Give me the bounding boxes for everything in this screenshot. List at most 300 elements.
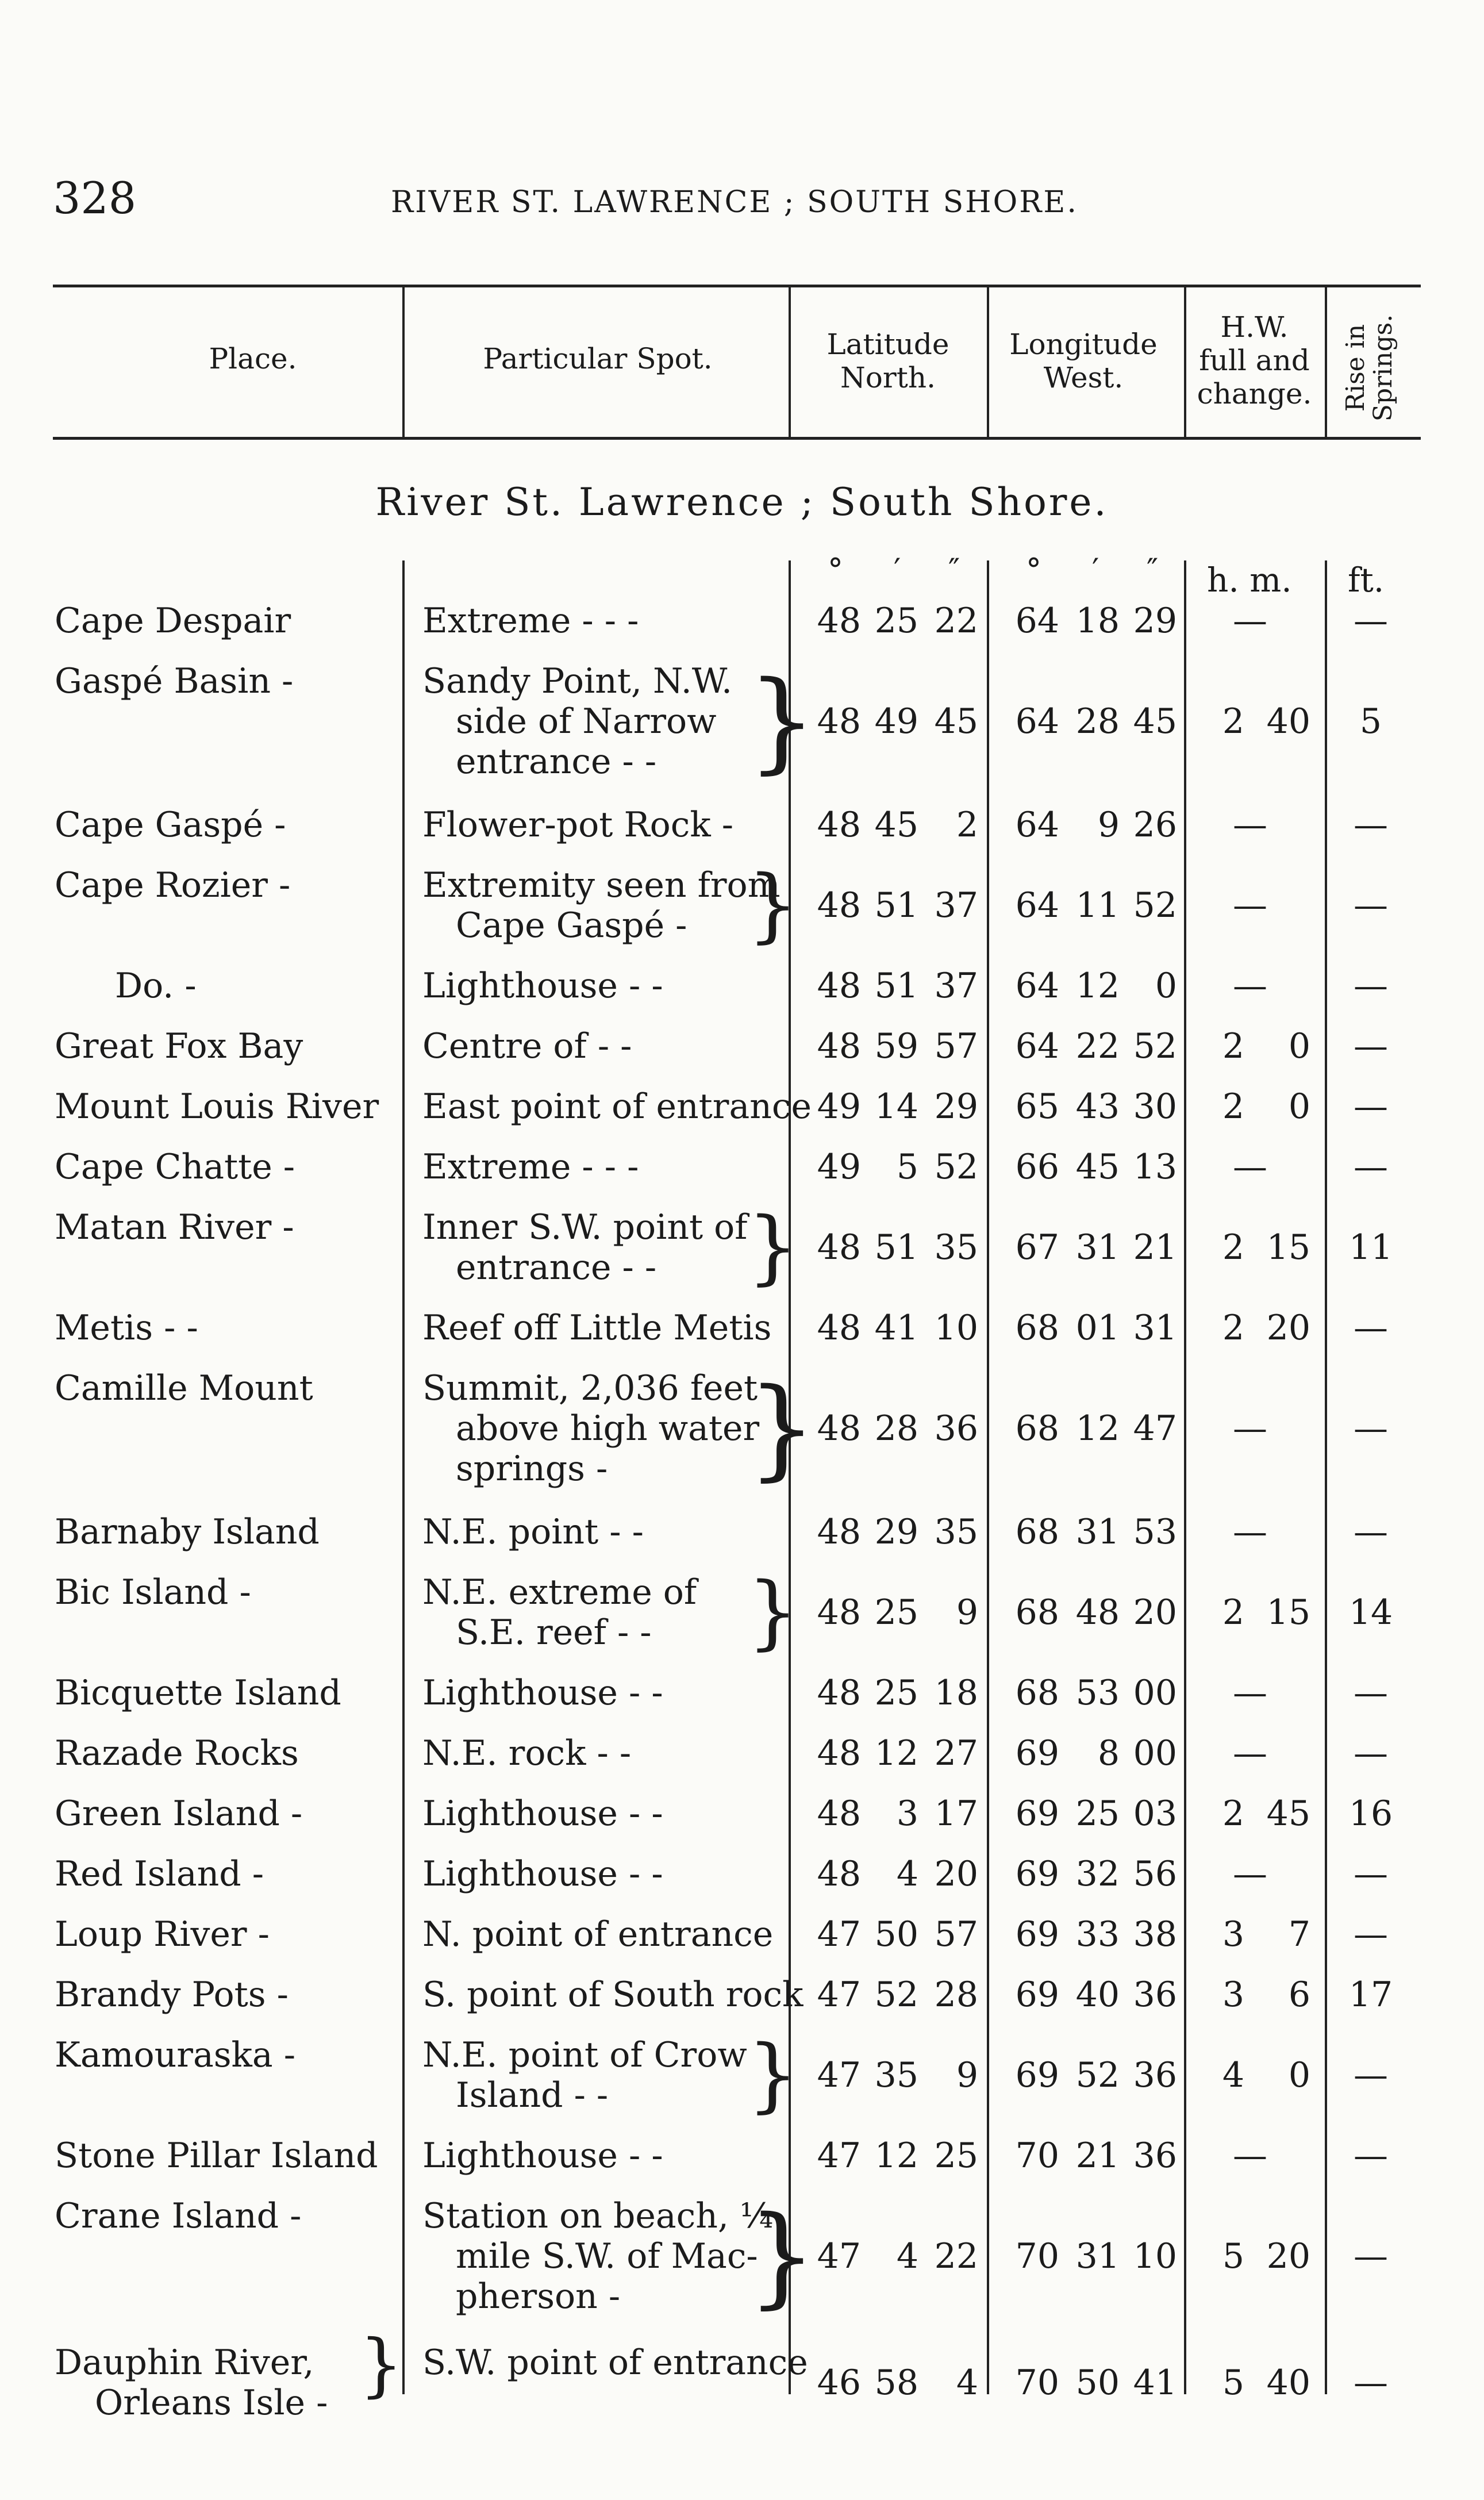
particular-spot [422, 1673, 790, 1713]
spot-line: Reef off Little Metis [422, 1308, 772, 1348]
hw-minutes: 6 [1288, 1975, 1310, 2015]
spot-line: S.W. point of entrance [422, 2342, 808, 2383]
spot-line: S. point of South rock [422, 1975, 803, 2015]
rise-in-springs: — [1354, 601, 1388, 641]
latitude-minutes: 29 [874, 1512, 918, 1552]
longitude-degrees: 64 [1015, 601, 1059, 641]
latitude-degrees: 47 [817, 2136, 861, 2176]
latitude-degrees: 49 [817, 1086, 861, 1127]
rise-in-springs: 14 [1348, 1592, 1393, 1633]
latitude-degrees: 47 [817, 1914, 861, 1954]
latitude-seconds: 18 [934, 1673, 978, 1713]
latitude-seconds: 10 [934, 1308, 978, 1348]
place-name [55, 1794, 376, 1834]
latitude-seconds: 28 [934, 1975, 978, 2015]
latitude-degrees: 48 [817, 1733, 861, 1773]
spot-brace: } [747, 1200, 799, 1294]
place-name [55, 2035, 376, 2075]
longitude-degrees: 64 [1015, 885, 1059, 926]
place-line: Cape Gaspé - [55, 805, 286, 845]
hw-minutes: 0 [1288, 1086, 1310, 1127]
place-name [55, 2342, 376, 2423]
latitude-seconds: 36 [934, 1408, 978, 1449]
body-rule-5 [1325, 560, 1327, 2394]
body-rule-1 [402, 560, 405, 2394]
longitude-degrees: 68 [1015, 1592, 1059, 1633]
longitude-minutes: 31 [1075, 1512, 1120, 1552]
spot-line: Extremity seen from [422, 865, 781, 905]
longitude-seconds: 53 [1133, 1512, 1177, 1552]
latitude-degrees: 48 [817, 701, 861, 742]
spot-line: Lighthouse - - [422, 966, 663, 1006]
hw-hours: 5 [1222, 2236, 1244, 2276]
spot-line: entrance - - [456, 1247, 657, 1288]
column-head-rise [1342, 302, 1400, 434]
longitude-seconds: 45 [1133, 701, 1177, 742]
place-name [55, 865, 376, 905]
latitude-minutes: 58 [874, 2363, 918, 2403]
hw-minutes: 40 [1266, 2363, 1310, 2403]
particular-spot [422, 1086, 812, 1127]
particular-spot [422, 661, 790, 782]
longitude-seconds: 10 [1133, 2236, 1177, 2276]
rise-in-springs: 16 [1348, 1794, 1393, 1834]
longitude-degrees: 68 [1015, 1512, 1059, 1552]
place-line: Stone Pillar Island [55, 2136, 378, 2176]
hw-hours: 5 [1222, 2363, 1244, 2403]
spot-line: Summit, 2,036 feet [422, 1368, 758, 1408]
latitude-minutes: 12 [874, 1733, 918, 1773]
longitude-minutes: 22 [1075, 1026, 1120, 1066]
longitude-seconds: 03 [1133, 1794, 1177, 1834]
latitude-degrees: 47 [817, 2236, 861, 2276]
latitude-seconds: 2 [956, 805, 978, 845]
latitude-minutes: 25 [874, 601, 918, 641]
longitude-degrees: 69 [1015, 1914, 1059, 1954]
latitude-minutes: 4 [896, 2236, 918, 2276]
place-line: Dauphin River, [55, 2342, 314, 2383]
longitude-degrees: 69 [1015, 2055, 1059, 2095]
particular-spot [422, 2035, 790, 2115]
rise-in-springs: — [1354, 2136, 1388, 2176]
latitude-seconds: 45 [934, 701, 978, 742]
body-rule-3 [987, 560, 989, 2394]
spot-line: Lighthouse - - [422, 1854, 663, 1894]
place-line: Razade Rocks [55, 1733, 299, 1773]
latitude-seconds: 35 [934, 1512, 978, 1552]
spot-line: pherson - [456, 2276, 621, 2317]
longitude-degrees: 68 [1015, 1308, 1059, 1348]
particular-spot [422, 1512, 790, 1552]
latitude-head-line-1: Latitude [826, 328, 949, 361]
longitude-degrees: 70 [1015, 2363, 1059, 2403]
longitude-head-line-2: West. [1043, 361, 1124, 394]
page-number: 328 [53, 172, 137, 224]
hw-dash: — [1233, 966, 1267, 1006]
hw-dash: — [1233, 805, 1267, 845]
place-brace: } [359, 2325, 403, 2405]
latitude-seconds: 4 [956, 2363, 978, 2403]
rise-in-springs: — [1354, 1308, 1388, 1348]
header-rule-2 [789, 287, 791, 438]
latitude-seconds: 27 [934, 1733, 978, 1773]
latitude-minutes: 50 [874, 1914, 918, 1954]
latitude-seconds: 22 [934, 601, 978, 641]
hw-hours: 2 [1222, 1308, 1244, 1348]
longitude-seconds: 21 [1133, 1227, 1177, 1268]
rise-in-springs: — [1354, 805, 1388, 845]
rise-head-line-1: Rise in [1341, 324, 1370, 412]
latitude-degrees: 47 [817, 2055, 861, 2095]
latitude-minutes: 12 [874, 2136, 918, 2176]
header-rule-5 [1325, 287, 1327, 438]
rise-head-line-2: Springs. [1368, 314, 1398, 422]
rise-in-springs: — [1354, 2363, 1388, 2403]
latitude-minutes: 28 [874, 1408, 918, 1449]
latitude-minutes: 4 [896, 1854, 918, 1894]
rise-in-springs: 5 [1359, 701, 1382, 742]
spot-line: N.E. rock - - [422, 1733, 632, 1773]
spot-brace: } [747, 1365, 817, 1492]
place-line: Mount Louis River [55, 1086, 379, 1127]
longitude-seconds: 00 [1133, 1673, 1177, 1713]
latitude-minutes: 14 [874, 1086, 918, 1127]
longitude-minutes: 12 [1075, 1408, 1120, 1449]
particular-spot [422, 865, 790, 946]
particular-spot [422, 1854, 790, 1894]
rise-in-springs: — [1354, 1914, 1388, 1954]
unit-rise: ft. [1348, 560, 1385, 600]
running-head: RIVER ST. LAWRENCE ; SOUTH SHORE. [391, 185, 1078, 220]
latitude-degrees: 48 [817, 1227, 861, 1268]
rise-in-springs: — [1354, 1408, 1388, 1449]
place-line: Loup River - [55, 1914, 270, 1954]
latitude-degrees: 48 [817, 1408, 861, 1449]
unit-lon-seconds: ″ [1147, 552, 1159, 588]
latitude-seconds: 9 [956, 1592, 978, 1633]
hw-minutes: 40 [1266, 701, 1310, 742]
latitude-degrees: 48 [817, 1673, 861, 1713]
longitude-degrees: 68 [1015, 1673, 1059, 1713]
particular-spot [422, 966, 790, 1006]
hw-hours: 2 [1222, 1794, 1244, 1834]
longitude-degrees: 69 [1015, 1975, 1059, 2015]
longitude-minutes: 31 [1075, 2236, 1120, 2276]
place-name [55, 1207, 376, 1247]
latitude-degrees: 49 [817, 1147, 861, 1187]
place-name [55, 1026, 376, 1066]
place-name [55, 1975, 376, 2015]
rise-in-springs: — [1354, 1733, 1388, 1773]
longitude-minutes: 18 [1075, 601, 1120, 641]
unit-lon-minutes: ′ [1092, 552, 1099, 588]
spot-line: mile S.W. of Mac- [456, 2236, 758, 2276]
place-name [55, 1308, 376, 1348]
longitude-minutes: 21 [1075, 2136, 1120, 2176]
hw-hours: 2 [1222, 1592, 1244, 1633]
column-head-hw [1181, 310, 1328, 410]
latitude-degrees: 48 [817, 601, 861, 641]
longitude-minutes: 52 [1075, 2055, 1120, 2095]
longitude-minutes: 53 [1075, 1673, 1120, 1713]
latitude-seconds: 20 [934, 1854, 978, 1894]
hw-minutes: 0 [1288, 1026, 1310, 1066]
column-head-latitude [790, 328, 986, 394]
particular-spot [422, 805, 790, 845]
place-line: Bicquette Island [55, 1673, 341, 1713]
place-line: Bic Island - [55, 1572, 251, 1612]
particular-spot [422, 2196, 790, 2317]
longitude-minutes: 25 [1075, 1794, 1120, 1834]
latitude-seconds: 57 [934, 1914, 978, 1954]
longitude-seconds: 30 [1133, 1086, 1177, 1127]
place-line: Barnaby Island [55, 1512, 320, 1552]
spot-brace: } [747, 858, 799, 952]
longitude-seconds: 36 [1133, 2136, 1177, 2176]
longitude-degrees: 69 [1015, 1733, 1059, 1773]
spot-line: Lighthouse - - [422, 1673, 663, 1713]
spot-line: S.E. reef - - [456, 1612, 652, 1653]
longitude-degrees: 66 [1015, 1147, 1059, 1187]
longitude-degrees: 70 [1015, 2136, 1059, 2176]
section-title: River St. Lawrence ; South Shore. [375, 480, 1109, 524]
hw-minutes: 7 [1288, 1914, 1310, 1954]
hw-head-line-2: full and [1199, 344, 1310, 377]
table-header-rule [53, 437, 1421, 440]
longitude-degrees: 64 [1015, 966, 1059, 1006]
rise-in-springs: — [1354, 885, 1388, 926]
hw-dash: — [1233, 1512, 1267, 1552]
spot-brace: } [747, 658, 817, 785]
spot-line: Station on beach, ¼ [422, 2196, 774, 2236]
spot-line: Cape Gaspé - [456, 905, 687, 946]
place-line: Crane Island - [55, 2196, 302, 2236]
hw-dash: — [1233, 1147, 1267, 1187]
body-rule-4 [1184, 560, 1186, 2394]
latitude-seconds: 17 [934, 1794, 978, 1834]
spot-line: Centre of - - [422, 1026, 632, 1066]
latitude-minutes: 41 [874, 1308, 918, 1348]
table-top-rule [53, 285, 1421, 287]
particular-spot [422, 1975, 803, 2015]
rise-in-springs: — [1354, 1512, 1388, 1552]
particular-spot [422, 1914, 790, 1954]
longitude-degrees: 64 [1015, 805, 1059, 845]
latitude-minutes: 35 [874, 2055, 918, 2095]
rise-in-springs: — [1354, 2236, 1388, 2276]
place-name [55, 805, 376, 845]
latitude-degrees: 47 [817, 1975, 861, 2015]
particular-spot [422, 1147, 790, 1187]
particular-spot [422, 1207, 790, 1288]
header-rule-4 [1184, 287, 1186, 438]
longitude-minutes: 8 [1097, 1733, 1120, 1773]
place-name [55, 1086, 379, 1127]
hw-dash: — [1233, 2136, 1267, 2176]
latitude-minutes: 51 [874, 1227, 918, 1268]
longitude-minutes: 43 [1075, 1086, 1120, 1127]
hw-hours: 2 [1222, 1086, 1244, 1127]
place-name [55, 1572, 376, 1612]
particular-spot [422, 1794, 790, 1834]
longitude-degrees: 67 [1015, 1227, 1059, 1268]
hw-minutes: 15 [1266, 1227, 1310, 1268]
longitude-minutes: 48 [1075, 1592, 1120, 1633]
latitude-seconds: 37 [934, 966, 978, 1006]
place-line: Gaspé Basin - [55, 661, 294, 701]
place-line: Metis - - [55, 1308, 198, 1348]
longitude-seconds: 00 [1133, 1733, 1177, 1773]
place-name [55, 1512, 376, 1552]
hw-hours: 2 [1222, 1227, 1244, 1268]
latitude-minutes: 45 [874, 805, 918, 845]
spot-line: Flower-pot Rock - [422, 805, 734, 845]
longitude-seconds: 20 [1133, 1592, 1177, 1633]
particular-spot [422, 1733, 790, 1773]
latitude-degrees: 48 [817, 1026, 861, 1066]
particular-spot [422, 1308, 790, 1348]
hw-dash: — [1233, 601, 1267, 641]
particular-spot [422, 1026, 790, 1066]
place-name [115, 966, 437, 1006]
hw-head-line-1: H.W. [1220, 310, 1289, 344]
spot-line: N. point of entrance [422, 1914, 774, 1954]
rise-in-springs: — [1354, 2055, 1388, 2095]
place-line: Camille Mount [55, 1368, 313, 1408]
longitude-minutes: 01 [1075, 1308, 1120, 1348]
hw-hours: 3 [1222, 1914, 1244, 1954]
rise-in-springs: — [1354, 1086, 1388, 1127]
spot-line: Lighthouse - - [422, 2136, 663, 2176]
spot-line: N.E. extreme of [422, 1572, 697, 1612]
latitude-seconds: 29 [934, 1086, 978, 1127]
hw-head-line-3: change. [1197, 377, 1312, 410]
latitude-seconds: 37 [934, 885, 978, 926]
latitude-degrees: 48 [817, 805, 861, 845]
place-line: Do. - [115, 966, 197, 1006]
longitude-seconds: 52 [1133, 885, 1177, 926]
spot-line: Extreme - - - [422, 1147, 639, 1187]
place-name [55, 2136, 376, 2176]
place-line: Great Fox Bay [55, 1026, 303, 1066]
longitude-seconds: 13 [1133, 1147, 1177, 1187]
latitude-degrees: 48 [817, 885, 861, 926]
longitude-seconds: 47 [1133, 1408, 1177, 1449]
longitude-head-line-1: Longitude [1009, 328, 1158, 361]
column-head-place: Place. [209, 342, 297, 375]
rise-in-springs: — [1354, 1026, 1388, 1066]
hw-dash: — [1233, 1854, 1267, 1894]
hw-dash: — [1233, 885, 1267, 926]
place-name [55, 1673, 376, 1713]
spot-line: East point of entrance [422, 1086, 812, 1127]
hw-hours: 4 [1222, 2055, 1244, 2095]
longitude-seconds: 31 [1133, 1308, 1177, 1348]
spot-line: entrance - - [456, 742, 657, 782]
hw-hours: 3 [1222, 1975, 1244, 2015]
longitude-seconds: 26 [1133, 805, 1177, 845]
place-line: Red Island - [55, 1854, 264, 1894]
latitude-degrees: 48 [817, 966, 861, 1006]
longitude-degrees: 64 [1015, 701, 1059, 742]
place-line: Kamouraska - [55, 2035, 295, 2075]
latitude-minutes: 51 [874, 885, 918, 926]
longitude-seconds: 52 [1133, 1026, 1177, 1066]
longitude-degrees: 69 [1015, 1854, 1059, 1894]
spot-line: N.E. point - - [422, 1512, 644, 1552]
longitude-minutes: 32 [1075, 1854, 1120, 1894]
longitude-seconds: 29 [1133, 601, 1177, 641]
unit-lat-seconds: ″ [948, 552, 960, 588]
particular-spot [422, 1572, 790, 1653]
spot-line: above high water [456, 1408, 760, 1449]
place-name [55, 1368, 376, 1408]
latitude-seconds: 57 [934, 1026, 978, 1066]
longitude-seconds: 38 [1133, 1914, 1177, 1954]
latitude-minutes: 52 [874, 1975, 918, 2015]
longitude-minutes: 33 [1075, 1914, 1120, 1954]
longitude-minutes: 9 [1097, 805, 1120, 845]
longitude-degrees: 68 [1015, 1408, 1059, 1449]
spot-line: side of Narrow [456, 701, 717, 742]
longitude-seconds: 36 [1133, 1975, 1177, 2015]
place-name [55, 661, 376, 701]
longitude-degrees: 70 [1015, 2236, 1059, 2276]
spot-brace: } [747, 2192, 817, 2319]
latitude-degrees: 48 [817, 1854, 861, 1894]
spot-brace: } [747, 2028, 799, 2122]
rise-in-springs: — [1354, 1147, 1388, 1187]
place-line: Brandy Pots - [55, 1975, 289, 2015]
latitude-degrees: 48 [817, 1794, 861, 1834]
latitude-head-line-2: North. [840, 361, 936, 394]
spot-line: springs - [456, 1449, 608, 1489]
latitude-seconds: 52 [934, 1147, 978, 1187]
longitude-seconds: 36 [1133, 2055, 1177, 2095]
longitude-minutes: 45 [1075, 1147, 1120, 1187]
rise-in-springs: 17 [1348, 1975, 1393, 2015]
latitude-minutes: 25 [874, 1673, 918, 1713]
spot-brace: } [747, 1565, 799, 1659]
place-line: Orleans Isle - [95, 2383, 328, 2423]
rise-in-springs: — [1354, 1854, 1388, 1894]
latitude-degrees: 46 [817, 2363, 861, 2403]
place-name [55, 1854, 376, 1894]
unit-lat-degrees: ° [828, 552, 843, 588]
latitude-minutes: 49 [874, 701, 918, 742]
place-line: Matan River - [55, 1207, 294, 1247]
longitude-degrees: 69 [1015, 1794, 1059, 1834]
hw-minutes: 45 [1266, 1794, 1310, 1834]
spot-line: Sandy Point, N.W. [422, 661, 733, 701]
longitude-minutes: 12 [1075, 966, 1120, 1006]
hw-minutes: 0 [1288, 2055, 1310, 2095]
particular-spot [422, 2342, 808, 2383]
hw-minutes: 20 [1266, 1308, 1310, 1348]
unit-lat-minutes: ′ [894, 552, 901, 588]
hw-dash: — [1233, 1673, 1267, 1713]
longitude-minutes: 50 [1075, 2363, 1120, 2403]
particular-spot [422, 2136, 790, 2176]
rise-in-springs: — [1354, 1673, 1388, 1713]
latitude-degrees: 48 [817, 1512, 861, 1552]
longitude-minutes: 11 [1075, 885, 1120, 926]
unit-lon-degrees: ° [1026, 552, 1041, 588]
longitude-degrees: 64 [1015, 1026, 1059, 1066]
latitude-seconds: 35 [934, 1227, 978, 1268]
longitude-minutes: 40 [1075, 1975, 1120, 2015]
header-rule-1 [402, 287, 405, 438]
